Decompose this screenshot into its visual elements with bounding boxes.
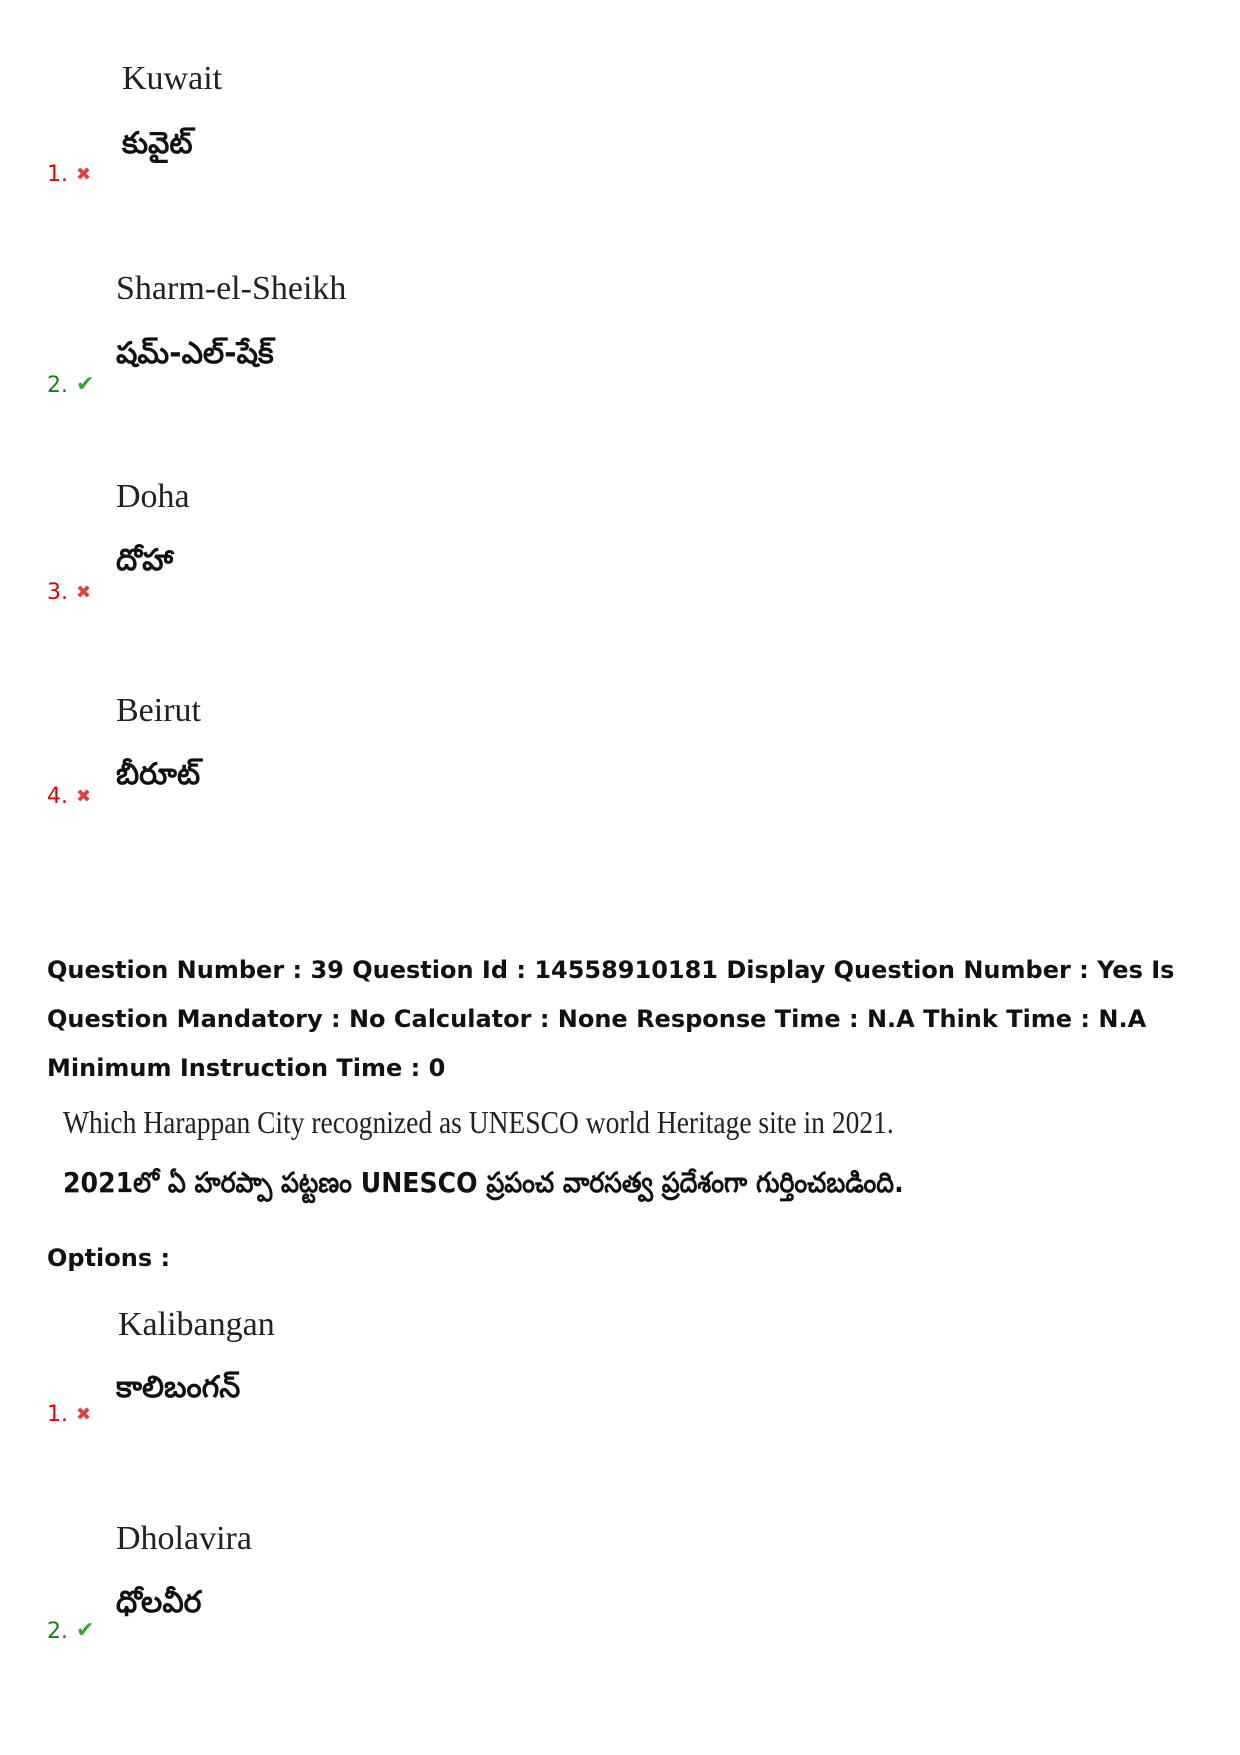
question-text-english: Which Harappan City recognized as UNESCO world Heritage site in 2021. (63, 1104, 894, 1140)
option-telugu-text: కువైట్ (122, 126, 193, 161)
option-number: 4. ✖ (47, 784, 92, 809)
option-telugu-text: కాలిబంగన్ (116, 1370, 241, 1405)
option-english-text: Dholavira (116, 1520, 252, 1557)
option-number: 1. ✖ (47, 1402, 92, 1427)
option-telugu-text: బీరూట్ (116, 757, 201, 792)
option-number: 3. ✖ (47, 580, 92, 605)
cross-icon: ✖ (76, 1404, 92, 1425)
option-number: 2. ✔ (47, 372, 95, 398)
options-label: Options : (47, 1244, 171, 1272)
option-english-text: Kuwait (122, 60, 223, 97)
cross-icon: ✖ (76, 164, 92, 185)
option-english-text: Sharm-el-Sheikh (116, 270, 347, 307)
check-icon: ✔ (76, 1618, 95, 1643)
cross-icon: ✖ (76, 786, 92, 807)
option-telugu-text: దోహా (116, 543, 174, 578)
check-icon: ✔ (76, 372, 95, 397)
option-number: 2. ✔ (47, 1618, 95, 1644)
option-english-text: Beirut (116, 692, 201, 729)
option-number: 1. ✖ (47, 162, 92, 187)
cross-icon: ✖ (76, 582, 92, 603)
option-telugu-text: షమ్-ఎల్-షేక్ (116, 336, 274, 371)
question-metadata: Question Number : 39 Question Id : 14558910181 Display Question Number : Yes Is Question Mandatory : No Calculator : None Response Time : N.A Think Time : N.A Minimum Instruction Time : 0 (47, 956, 1175, 1082)
option-telugu-text: ధోలవీర (116, 1585, 202, 1620)
option-english-text: Doha (116, 478, 190, 515)
option-english-text: Kalibangan (118, 1306, 275, 1343)
question-text-telugu: 2021లో ఏ హరప్పా పట్టణం UNESCO ప్రపంచ వారసత్వ ప్రదేశంగా గుర్తించబడింది. (63, 1166, 904, 1199)
